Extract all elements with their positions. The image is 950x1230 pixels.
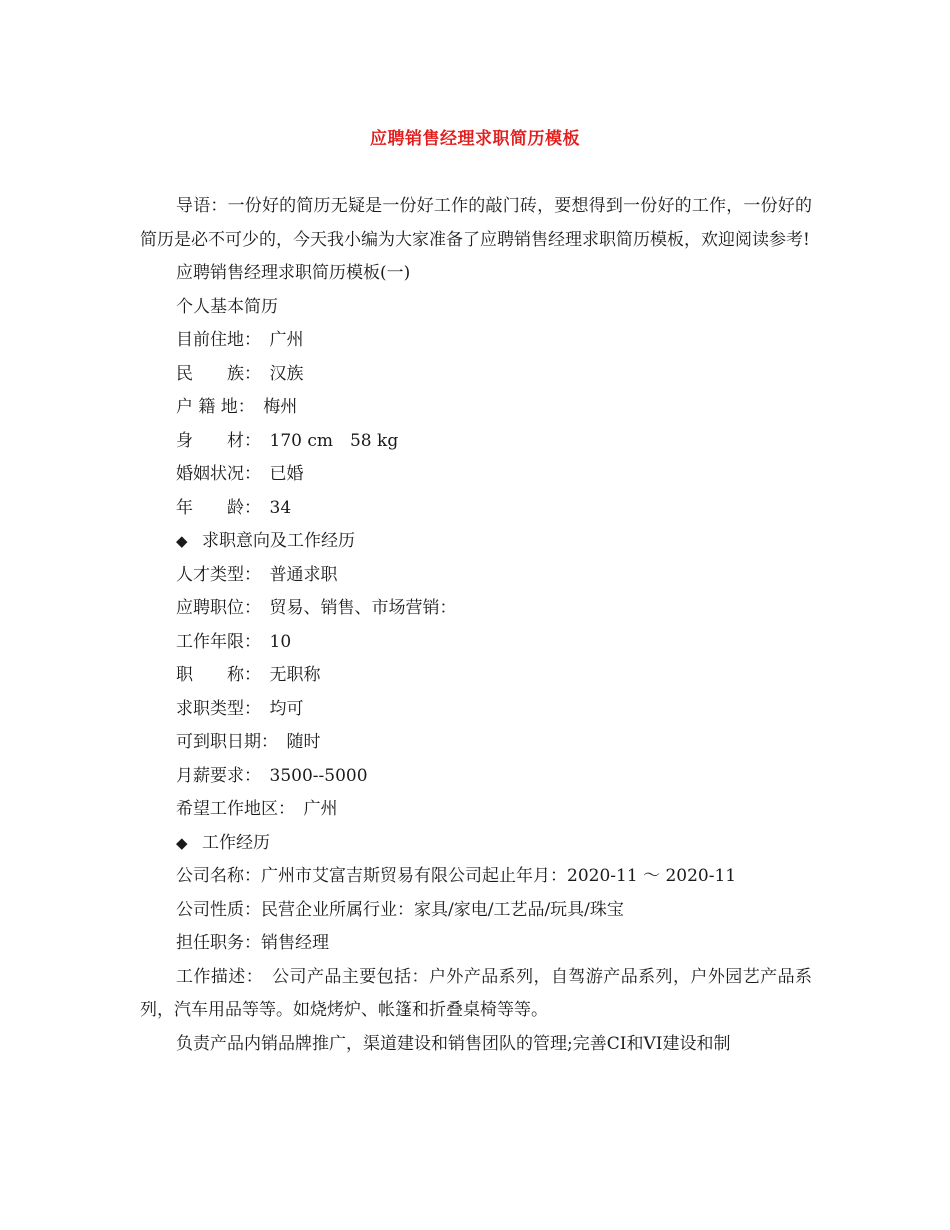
intro-paragraph: 导语：一份好的简历无疑是一份好工作的敲门砖，要想得到一份好的工作，一份好的简历是必不可少的，今天我小编为大家准备了应聘销售经理求职简历模板，欢迎阅读参考! <box>140 196 812 250</box>
diamond-bullet-icon: ◆ <box>176 833 188 852</box>
work-info-line: 公司性质：民营企业所属行业：家具/家电/工艺品/玩具/珠宝 <box>176 899 624 920</box>
basic-info-line: 年 龄： 34 <box>176 497 292 518</box>
job-intent-line: 可到职日期： 随时 <box>176 732 321 752</box>
basic-info-line: 民 族： 汉族 <box>176 363 304 384</box>
work-info-list <box>140 860 812 961</box>
basic-info-line: 婚姻状况： 已婚 <box>176 464 304 484</box>
job-intent-line: 职 称： 无职称 <box>176 665 321 685</box>
work-description-paragraph: 工作描述： 公司产品主要包括：户外产品系列，自驾游产品系列，户外园艺产品系列，汽车用品等等。如烧烤炉、帐篷和折叠桌椅等等。 <box>140 966 812 1020</box>
document-body <box>140 190 812 1061</box>
responsibility-paragraph: 负责产品内销品牌推广，渠道建设和销售团队的管理;完善CI和VI建设和制 <box>176 1033 731 1054</box>
job-intent-heading: 求职意向及工作经历 <box>202 531 355 551</box>
basic-info-heading: 个人基本简历 <box>176 296 278 317</box>
work-info-line: 担任职务：销售经理 <box>176 933 329 953</box>
job-intent-line: 求职类型： 均可 <box>176 698 304 719</box>
basic-info-line: 目前住地： 广州 <box>176 330 304 350</box>
work-info-line: 公司名称：广州市艾富吉斯贸易有限公司起止年月：2020-11 ～ 2020-11 <box>176 866 737 886</box>
job-intent-line: 应聘职位： 贸易、销售、市场营销： <box>176 598 457 618</box>
work-heading-line <box>140 827 812 861</box>
job-intent-heading-line <box>140 525 812 559</box>
job-intent-line: 月薪要求： 3500--5000 <box>176 765 368 786</box>
basic-info-line: 身 材： 170 cm 58 kg <box>176 430 399 451</box>
section-heading: 应聘销售经理求职简历模板(一) <box>176 263 411 283</box>
job-intent-line: 人才类型： 普通求职 <box>176 564 338 585</box>
job-intent-line: 希望工作地区： 广州 <box>176 799 338 819</box>
basic-info-list <box>140 324 812 525</box>
diamond-bullet-icon: ◆ <box>176 532 188 550</box>
document-title: 应聘销售经理求职简历模板 <box>370 129 580 149</box>
job-intent-list <box>140 559 812 827</box>
basic-info-line: 户 籍 地： 梅州 <box>176 397 298 417</box>
job-intent-line: 工作年限： 10 <box>176 631 292 652</box>
work-heading: 工作经历 <box>202 832 270 853</box>
